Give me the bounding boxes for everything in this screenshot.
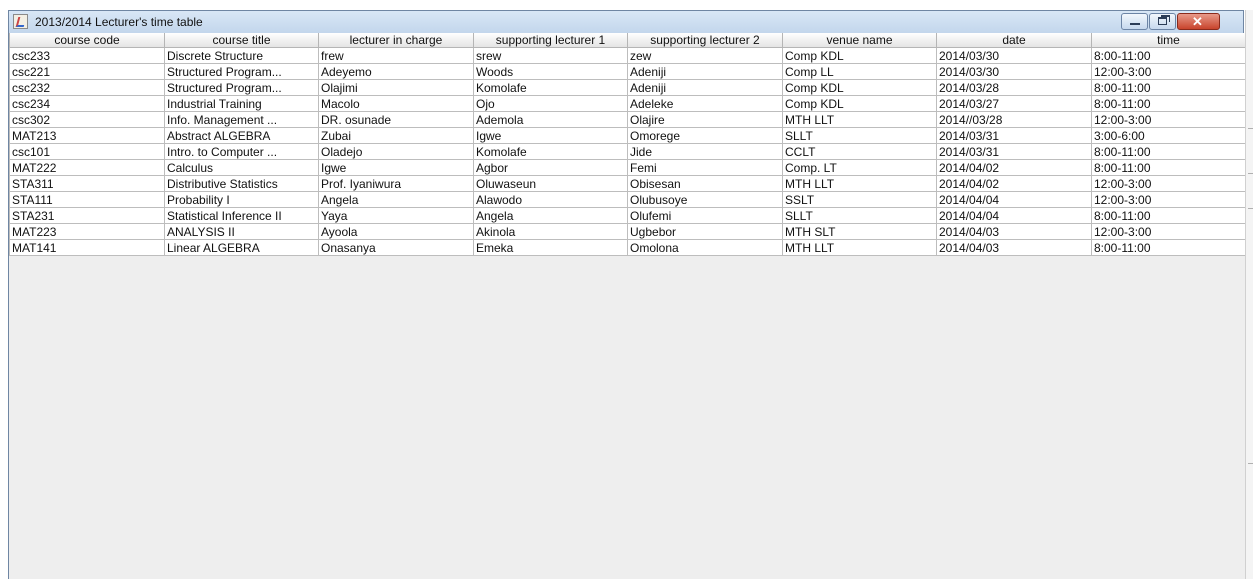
table-row[interactable] — [10, 80, 1246, 96]
table-row[interactable] — [10, 176, 1246, 192]
table-cell[interactable]: Comp KDL — [783, 80, 937, 96]
table-cell[interactable]: Alawodo — [474, 192, 628, 208]
table-row[interactable] — [10, 208, 1246, 224]
background-window-edge — [1245, 10, 1253, 579]
table-cell[interactable]: Emeka — [474, 240, 628, 256]
table-cell[interactable]: csc233 — [10, 48, 165, 64]
java-app-icon — [13, 14, 28, 29]
table-cell[interactable]: Macolo — [319, 96, 474, 112]
restore-button[interactable] — [1149, 13, 1176, 30]
table-cell[interactable]: Ojo — [474, 96, 628, 112]
table-cell[interactable]: 8:00-11:00 — [1092, 144, 1246, 160]
table-cell[interactable]: Oluwaseun — [474, 176, 628, 192]
table-cell[interactable]: Olubusoye — [628, 192, 783, 208]
table-cell[interactable]: Abstract ALGEBRA — [165, 128, 319, 144]
table-cell[interactable]: Igwe — [319, 160, 474, 176]
table-cell[interactable]: 2014/03/31 — [937, 128, 1092, 144]
table-cell[interactable]: Probability I — [165, 192, 319, 208]
minimize-button[interactable] — [1121, 13, 1148, 30]
table-cell[interactable]: MTH LLT — [783, 112, 937, 128]
timetable-window — [8, 10, 1244, 579]
table-cell[interactable]: Industrial Training — [165, 96, 319, 112]
table-cell[interactable]: 2014/04/02 — [937, 176, 1092, 192]
table-cell[interactable]: Comp LL — [783, 64, 937, 80]
table-cell[interactable]: Yaya — [319, 208, 474, 224]
table-cell[interactable]: 2014/04/03 — [937, 240, 1092, 256]
table-cell[interactable]: Discrete Structure — [165, 48, 319, 64]
table-cell[interactable]: Intro. to Computer ... — [165, 144, 319, 160]
minimize-icon — [1130, 23, 1140, 25]
table-row[interactable] — [10, 128, 1246, 144]
window-title: 2013/2014 Lecturer's time table — [35, 15, 203, 29]
table-cell[interactable]: frew — [319, 48, 474, 64]
table-cell[interactable]: MAT213 — [10, 128, 165, 144]
table-cell[interactable]: srew — [474, 48, 628, 64]
table-row[interactable] — [10, 224, 1246, 240]
table-cell[interactable]: Adeniji — [628, 64, 783, 80]
table-row[interactable] — [10, 144, 1246, 160]
column-header[interactable]: lecturer in charge — [319, 33, 474, 48]
table-cell[interactable]: Komolafe — [474, 80, 628, 96]
table-cell[interactable]: 3:00-6:00 — [1092, 128, 1246, 144]
table-cell[interactable]: CCLT — [783, 144, 937, 160]
table-cell[interactable]: MAT222 — [10, 160, 165, 176]
table-cell[interactable]: Ugbebor — [628, 224, 783, 240]
table-cell[interactable]: Ayoola — [319, 224, 474, 240]
table-body — [10, 48, 1246, 256]
table-cell[interactable]: 12:00-3:00 — [1092, 64, 1246, 80]
table-cell[interactable]: Igwe — [474, 128, 628, 144]
table-cell[interactable]: Agbor — [474, 160, 628, 176]
table-row[interactable] — [10, 96, 1246, 112]
table-viewport[interactable] — [9, 33, 1245, 579]
column-header[interactable]: course code — [10, 33, 165, 48]
table-row[interactable] — [10, 240, 1246, 256]
table-cell[interactable]: Info. Management ... — [165, 112, 319, 128]
table-cell[interactable]: Prof. Iyaniwura — [319, 176, 474, 192]
table-cell[interactable]: STA231 — [10, 208, 165, 224]
table-cell[interactable]: Comp KDL — [783, 96, 937, 112]
table-cell[interactable]: 2014/03/31 — [937, 144, 1092, 160]
table-cell[interactable]: 8:00-11:00 — [1092, 240, 1246, 256]
table-cell[interactable]: SLLT — [783, 208, 937, 224]
table-cell[interactable]: 2014/04/04 — [937, 192, 1092, 208]
table-cell[interactable]: Linear ALGEBRA — [165, 240, 319, 256]
table-cell[interactable]: 2014/03/30 — [937, 48, 1092, 64]
table-row[interactable] — [10, 160, 1246, 176]
table-cell[interactable]: Adeyemo — [319, 64, 474, 80]
table-cell[interactable]: ANALYSIS II — [165, 224, 319, 240]
table-cell[interactable]: 2014/03/27 — [937, 96, 1092, 112]
table-cell[interactable]: Olufemi — [628, 208, 783, 224]
table-cell[interactable]: Omorege — [628, 128, 783, 144]
table-cell[interactable]: Komolafe — [474, 144, 628, 160]
column-header[interactable]: course title — [165, 33, 319, 48]
table-cell[interactable]: Comp. LT — [783, 160, 937, 176]
table-cell[interactable]: 2014/04/02 — [937, 160, 1092, 176]
table-cell[interactable]: csc221 — [10, 64, 165, 80]
table-cell[interactable]: Statistical Inference II — [165, 208, 319, 224]
table-cell[interactable]: Comp KDL — [783, 48, 937, 64]
table-row[interactable] — [10, 48, 1246, 64]
table-cell[interactable]: Oladejo — [319, 144, 474, 160]
column-header[interactable]: venue name — [783, 33, 937, 48]
column-header[interactable]: time — [1092, 33, 1246, 48]
table-cell[interactable]: Omolona — [628, 240, 783, 256]
table-cell[interactable]: Structured Program... — [165, 64, 319, 80]
table-cell[interactable]: 12:00-3:00 — [1092, 176, 1246, 192]
title-bar[interactable] — [9, 11, 1243, 34]
table-cell[interactable]: 2014/04/04 — [937, 208, 1092, 224]
table-cell[interactable]: Distributive Statistics — [165, 176, 319, 192]
table-cell[interactable]: STA311 — [10, 176, 165, 192]
table-cell[interactable]: Jide — [628, 144, 783, 160]
table-cell[interactable]: Woods — [474, 64, 628, 80]
table-cell[interactable]: 8:00-11:00 — [1092, 208, 1246, 224]
table-cell[interactable]: 2014/03/30 — [937, 64, 1092, 80]
table-header-row — [10, 33, 1246, 48]
table-cell[interactable]: Zubai — [319, 128, 474, 144]
table-cell[interactable]: Olajimi — [319, 80, 474, 96]
restore-icon — [1158, 17, 1167, 25]
table-cell[interactable]: STA111 — [10, 192, 165, 208]
table-cell[interactable]: 2014/03/28 — [937, 80, 1092, 96]
table-cell[interactable]: csc232 — [10, 80, 165, 96]
close-icon: ✕ — [1192, 14, 1203, 29]
table-cell[interactable]: Femi — [628, 160, 783, 176]
table-cell[interactable]: 8:00-11:00 — [1092, 160, 1246, 176]
table-cell[interactable]: csc101 — [10, 144, 165, 160]
table-cell[interactable]: MAT141 — [10, 240, 165, 256]
table-cell[interactable]: MTH LLT — [783, 240, 937, 256]
table-cell[interactable]: SSLT — [783, 192, 937, 208]
table-cell[interactable]: 8:00-11:00 — [1092, 96, 1246, 112]
table-cell[interactable]: 8:00-11:00 — [1092, 80, 1246, 96]
column-header[interactable]: supporting lecturer 2 — [628, 33, 783, 48]
table-row[interactable] — [10, 64, 1246, 80]
table-cell[interactable]: csc302 — [10, 112, 165, 128]
table-cell[interactable]: Calculus — [165, 160, 319, 176]
table-cell[interactable]: MTH LLT — [783, 176, 937, 192]
table-cell[interactable]: 2014/04/03 — [937, 224, 1092, 240]
column-header[interactable]: date — [937, 33, 1092, 48]
table-row[interactable] — [10, 112, 1246, 128]
table-cell[interactable]: 2014//03/28 — [937, 112, 1092, 128]
table-cell[interactable]: Onasanya — [319, 240, 474, 256]
table-cell[interactable]: csc234 — [10, 96, 165, 112]
timetable-table — [9, 33, 1246, 256]
table-row[interactable] — [10, 192, 1246, 208]
table-cell[interactable]: DR. osunade — [319, 112, 474, 128]
table-cell[interactable]: SLLT — [783, 128, 937, 144]
table-cell[interactable]: 12:00-3:00 — [1092, 224, 1246, 240]
table-cell[interactable]: MTH SLT — [783, 224, 937, 240]
table-cell[interactable]: MAT223 — [10, 224, 165, 240]
table-cell[interactable]: Obisesan — [628, 176, 783, 192]
column-header[interactable]: supporting lecturer 1 — [474, 33, 628, 48]
table-cell[interactable]: Ademola — [474, 112, 628, 128]
table-cell[interactable]: 8:00-11:00 — [1092, 48, 1246, 64]
table-cell[interactable]: 12:00-3:00 — [1092, 112, 1246, 128]
table-cell[interactable]: zew — [628, 48, 783, 64]
close-button[interactable] — [1177, 13, 1220, 30]
table-cell[interactable]: Angela — [474, 208, 628, 224]
table-cell[interactable]: 12:00-3:00 — [1092, 192, 1246, 208]
table-cell[interactable]: Structured Program... — [165, 80, 319, 96]
table-cell[interactable]: Adeniji — [628, 80, 783, 96]
table-cell[interactable]: Olajire — [628, 112, 783, 128]
table-cell[interactable]: Akinola — [474, 224, 628, 240]
table-cell[interactable]: Angela — [319, 192, 474, 208]
table-cell[interactable]: Adeleke — [628, 96, 783, 112]
